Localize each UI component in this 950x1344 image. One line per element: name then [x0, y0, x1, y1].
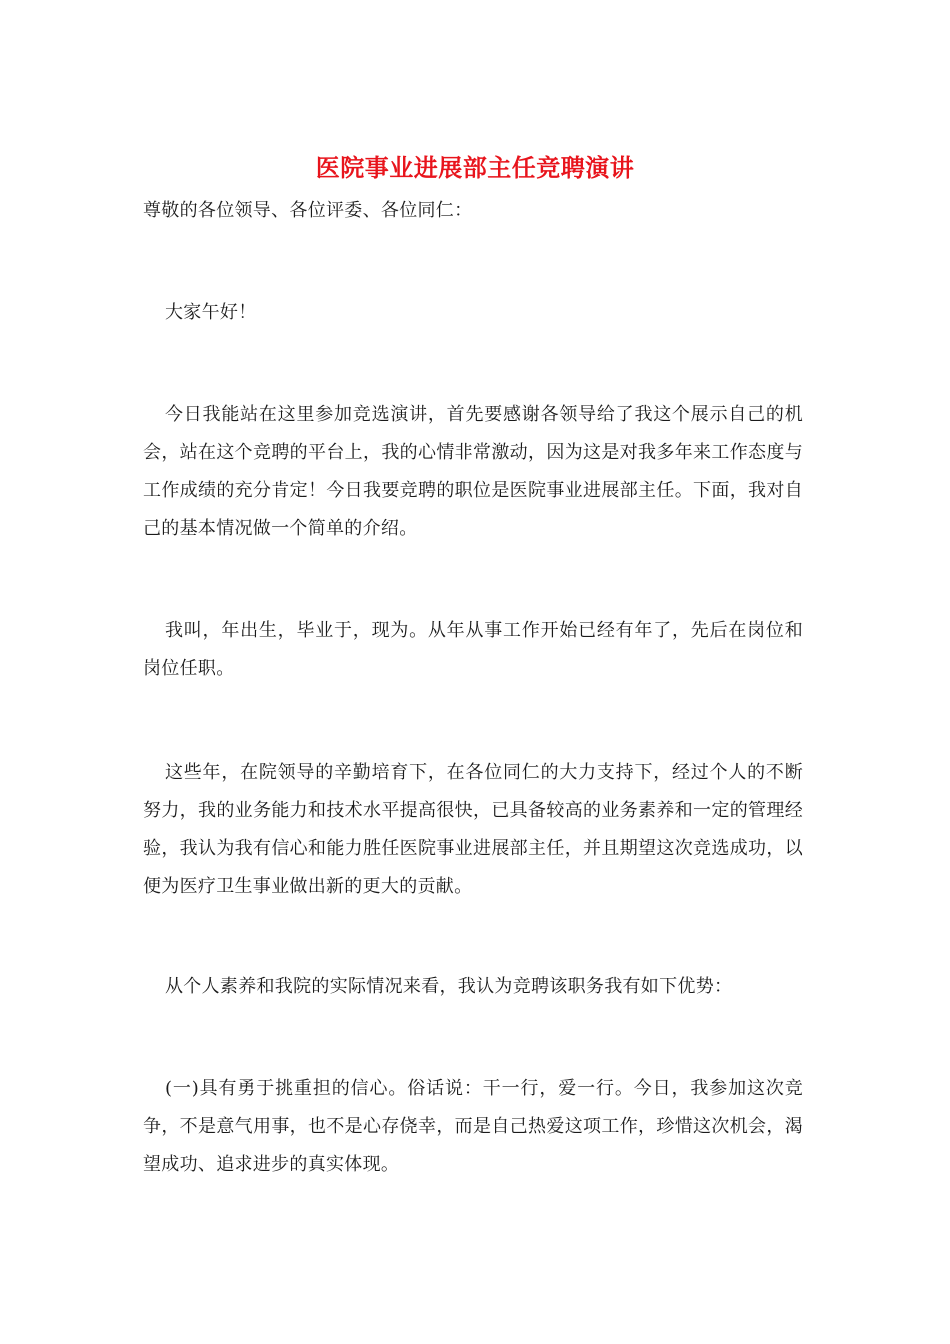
intro-paragraph: 今日我能站在这里参加竞选演讲，首先要感谢各领导给了我这个展示自己的机会，站在这个竞聘的平台上，我的心情非常激动，因为这是对我多年来工作态度与工作成绩的充分肯定！今日我要竞聘的职位是医院事业进展部主任。下面，我对自己的基本情况做一个简单的介绍。 [143, 404, 803, 539]
document-title: 医院事业进展部主任竞聘演讲 [315, 153, 635, 182]
greeting-paragraph: 大家午好！ [165, 302, 257, 323]
advantage-intro-paragraph: 从个人素养和我院的实际情况来看，我认为竞聘该职务我有如下优势： [165, 976, 733, 997]
self-introduction-paragraph: 我叫，年出生，毕业于，现为。从年从事工作开始已经有年了，先后在岗位和岗位任职。 [143, 620, 803, 679]
advantage-point-one-paragraph: (一)具有勇于挑重担的信心。俗话说：干一行，爱一行。今日，我参加这次竞争，不是意气用事，也不是心存侥幸，而是自己热爱这项工作，珍惜这次机会，渴望成功、追求进步的真实体现。 [143, 1078, 803, 1175]
salutation-paragraph: 尊敬的各位领导、各位评委、各位同仁： [143, 200, 473, 221]
growth-paragraph: 这些年，在院领导的辛勤培育下，在各位同仁的大力支持下，经过个人的不断努力，我的业务能力和技术水平提高很快，已具备较高的业务素养和一定的管理经验，我认为我有信心和能力胜任医院事业进展部主任，并且期望这次竞选成功，以便为医疗卫生事业做出新的更大的贡献。 [143, 762, 803, 897]
